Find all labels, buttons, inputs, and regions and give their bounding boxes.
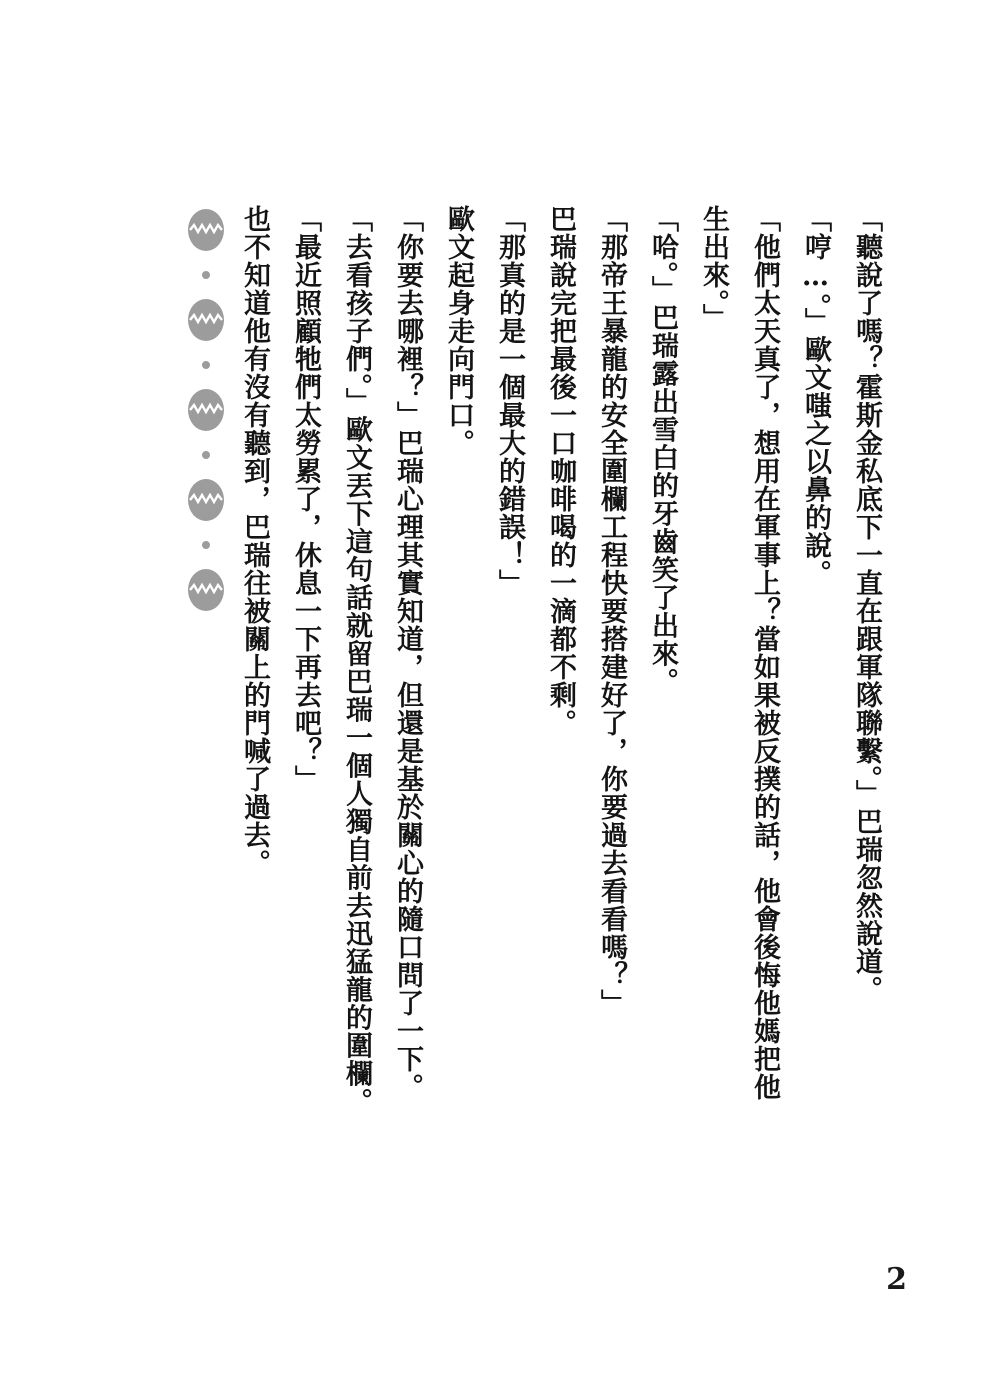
page-number: 2 <box>886 1262 907 1297</box>
separator-dot <box>202 271 210 279</box>
paragraph-5: 「那帝王暴龍的安全圍欄工程快要搭建好了，你要過去看看嗎？」 <box>596 205 627 1017</box>
paragraph-6: 巴瑞說完把最後一口咖啡喝的一滴都不剩。 <box>545 205 576 737</box>
paragraph-12: 也不知道他有沒有聽到，巴瑞往被關上的門喊了過去。 <box>239 205 270 877</box>
paragraph-11: 「最近照顧牠們太勞累了，休息一下再去吧？」 <box>290 205 321 793</box>
separator-dot <box>202 541 210 549</box>
paragraph-10: 「去看孩子們。」歐文丟下這句話就留巴瑞一個人獨自前去迅猛龍的圍欄。 <box>341 205 372 1116</box>
cracked-egg-icon <box>186 388 226 432</box>
separator-dot <box>202 361 210 369</box>
cracked-egg-icon <box>186 478 226 522</box>
scene-break-ornament <box>178 208 234 612</box>
paragraph-4: 「哈。」巴瑞露出雪白的牙齒笑了出來。 <box>647 205 678 696</box>
paragraph-3: 「他們太天真了，想用在軍事上？當如果被反撲的話，他會後悔他媽把他生出來。」 <box>698 205 780 1101</box>
cracked-egg-icon <box>186 298 226 342</box>
cracked-egg-icon <box>186 208 226 252</box>
paragraph-8: 歐文起身走向門口。 <box>443 205 474 457</box>
paragraph-9: 「你要去哪裡？」巴瑞心理其實知道，但還是基於關心的隨口問了一下。 <box>392 205 423 1101</box>
separator-dot <box>202 451 210 459</box>
paragraph-7: 「那真的是一個最大的錯誤！」 <box>494 205 525 597</box>
paragraph-1: 「聽說了嗎？霍斯金私底下一直在跟軍隊聯繫。」巴瑞忽然說道。 <box>851 205 882 1004</box>
paragraph-2: 「哼…。」歐文嗤之以鼻的說。 <box>800 205 831 588</box>
vertical-text-body <box>229 205 892 1125</box>
cracked-egg-icon <box>186 568 226 612</box>
